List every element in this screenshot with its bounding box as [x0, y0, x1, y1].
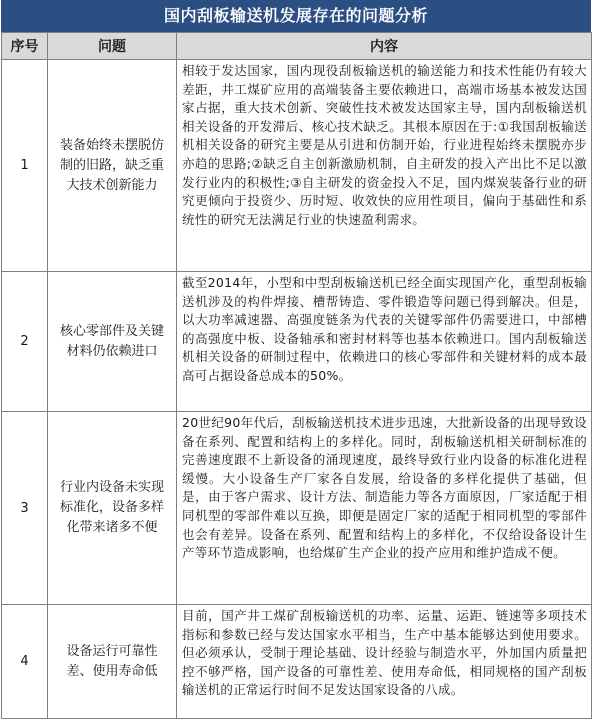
row-number: 2: [2, 272, 48, 412]
table-header-row: [2, 33, 592, 60]
row-content: 相较于发达国家，国内现役刮板输送机的输送能力和技术性能仍有较大差距，井工煤矿应用的高端装备主要依赖进口，高端市场基本被发达国家占据，重大技术创新、突破性技术被发达国家主导，国内刮板输送机相关设备的开发滞后、核心技术缺乏。其根本原因在于:①我国刮板输送机相关设备的研究主要是从引进和仿制开始，行业进程始终未摆脱亦步亦趋的思路;②缺乏自主创新激励机制，自主研发的投入产出比不足以激发行业内的积极性;③自主研发的资金投入不足，国内煤炭装备行业的研究更倾向于投资少、历时短、收效快的应用性项目，偏向于基础性和系统性的研究无法满足行业的快速盈利需求。: [177, 60, 592, 272]
issues-table: [1, 32, 592, 719]
row-content: 截至2014年，小型和中型刮板输送机已经全面实现国产化，重型刮板输送机涉及的构件焊接、槽帮铸造、零件锻造等问题已得到解决。但是，以大功率减速器、高强度链条为代表的关键零部件仍需要进口，中部槽的高强度中板、设备轴承和密封材料等也基本依赖进口。国内刮板输送机相关设备的研制过程中，依赖进口的核心零部件和关键材料的成本最高可占据设备总成本的50%。: [177, 272, 592, 412]
row-issue: 装备始终未摆脱仿制的旧路，缺乏重大技术创新能力: [48, 60, 177, 272]
row-number: 1: [2, 60, 48, 272]
header-no: 序号: [2, 33, 48, 60]
page-title: 国内刮板输送机发展存在的问题分析: [1, 0, 591, 32]
row-content: 20世纪90年代后，刮板输送机技术进步迅速，大批新设备的出现导致设备在系列、配置和结构上的多样化。同时，刮板输送机相关研制标准的完善速度跟不上新设备的涌现速度，最终导致行业内设备的标准化进程缓慢。大小设备生产厂家各自发展，给设备的多样化提供了基础，但是，由于客户需求、设计方法、制造能力等各方面原因，厂家适配于相同机型的零部件难以互换，即便是固定厂家的适配于相同机型的零部件也会有差异。设备在系列、配置和结构上的多样化，不仅给设备设计生产等环节造成影响，也给煤矿生产企业的投产应用和维护造成不便。: [177, 412, 592, 605]
table-row: [2, 272, 592, 412]
table-row: [2, 60, 592, 272]
row-number: 3: [2, 412, 48, 605]
row-issue: 核心零部件及关键材料仍依赖进口: [48, 272, 177, 412]
table-row: [2, 412, 592, 605]
row-number: 4: [2, 605, 48, 719]
row-issue: 设备运行可靠性差、使用寿命低: [48, 605, 177, 719]
header-content: 内容: [177, 33, 592, 60]
table-row: [2, 605, 592, 719]
row-issue: 行业内设备未实现标准化，设备多样化带来诸多不便: [48, 412, 177, 605]
row-content: 目前，国产井工煤矿刮板输送机的功率、运量、运距、链速等多项技术指标和参数已经与发达国家水平相当，生产中基本能够达到使用要求。但必须承认，受制于理论基础、设计经验与制造水平，外加国内质量把控不够严格，国产设备的可靠性差、使用寿命低，相同规格的国产刮板输送机的正常运行时间不足发达国家设备的八成。: [177, 605, 592, 719]
header-issue: 问题: [48, 33, 177, 60]
